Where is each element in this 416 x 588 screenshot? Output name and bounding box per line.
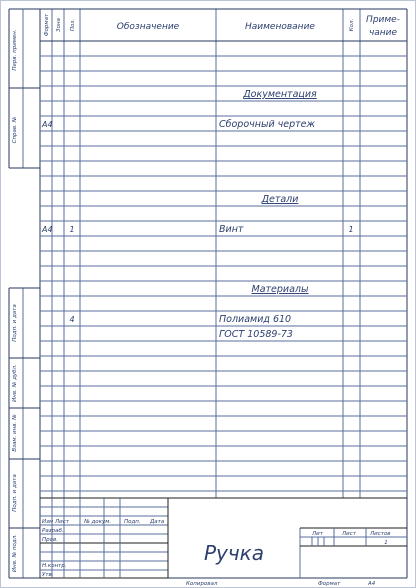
row-name: Винт bbox=[219, 224, 244, 235]
header-note-line1: Приме- bbox=[366, 15, 400, 25]
tb-podp: Подп. bbox=[124, 519, 141, 525]
row-name: ГОСТ 10589-73 bbox=[219, 329, 293, 340]
row-pos: 4 bbox=[69, 315, 75, 324]
header-format: Формат bbox=[44, 13, 50, 37]
margin-podp-data-1: Подп. и дата bbox=[12, 304, 18, 342]
tb-listov-value: 1 bbox=[384, 540, 388, 546]
footer-copied: Копировал bbox=[186, 581, 218, 587]
section-heading: Детали bbox=[261, 194, 299, 205]
document-title: Ручка bbox=[203, 541, 265, 565]
tb-utv: Утв. bbox=[42, 572, 54, 578]
footer-format: Формат bbox=[318, 581, 341, 587]
margin-sprav-no: Справ. № bbox=[12, 116, 18, 144]
margin-podp-data-2: Подп. и дата bbox=[12, 474, 18, 512]
header-designation: Обозначение bbox=[116, 22, 180, 32]
section-heading: Документация bbox=[243, 89, 317, 100]
tb-izm: Изм bbox=[42, 519, 54, 525]
tb-lit: Лит bbox=[312, 531, 323, 537]
header-pos: Поз. bbox=[70, 18, 76, 32]
margin-vzam-inv: Взам. инв. № bbox=[12, 414, 18, 452]
section-heading: Материалы bbox=[251, 284, 309, 295]
tb-razrab: Разраб. bbox=[42, 528, 64, 534]
tb-list: Лист bbox=[55, 519, 69, 525]
tb-doc-no: № докум. bbox=[84, 519, 112, 525]
row-qty: 1 bbox=[348, 225, 354, 234]
row-format: А4 bbox=[42, 225, 53, 234]
row-name: Сборочный чертеж bbox=[219, 119, 316, 130]
tb-n-kontr: Н.контр. bbox=[42, 563, 67, 569]
row-pos: 1 bbox=[69, 225, 75, 234]
tb-data: Дата bbox=[150, 519, 165, 525]
tb-list-label: Лист bbox=[342, 531, 356, 537]
header-zone: Зона bbox=[56, 18, 62, 32]
row-format: А4 bbox=[42, 120, 53, 129]
margin-inv-podl: Инв. № подл. bbox=[12, 534, 18, 572]
margin-perv-primen: Перв. примен. bbox=[12, 29, 18, 71]
row-name: Полиамид 610 bbox=[219, 314, 292, 325]
margin-inv-dubl: Инв. № дубл. bbox=[12, 364, 18, 402]
header-name: Наименование bbox=[245, 22, 315, 32]
header-note-line2: чание bbox=[368, 28, 398, 38]
page-edge bbox=[1, 1, 416, 588]
header-qty: Кол. bbox=[349, 18, 355, 32]
tb-listov: Листов bbox=[370, 531, 391, 537]
tb-prov: Пров. bbox=[42, 537, 58, 543]
footer-format-value: А4 bbox=[368, 581, 376, 587]
